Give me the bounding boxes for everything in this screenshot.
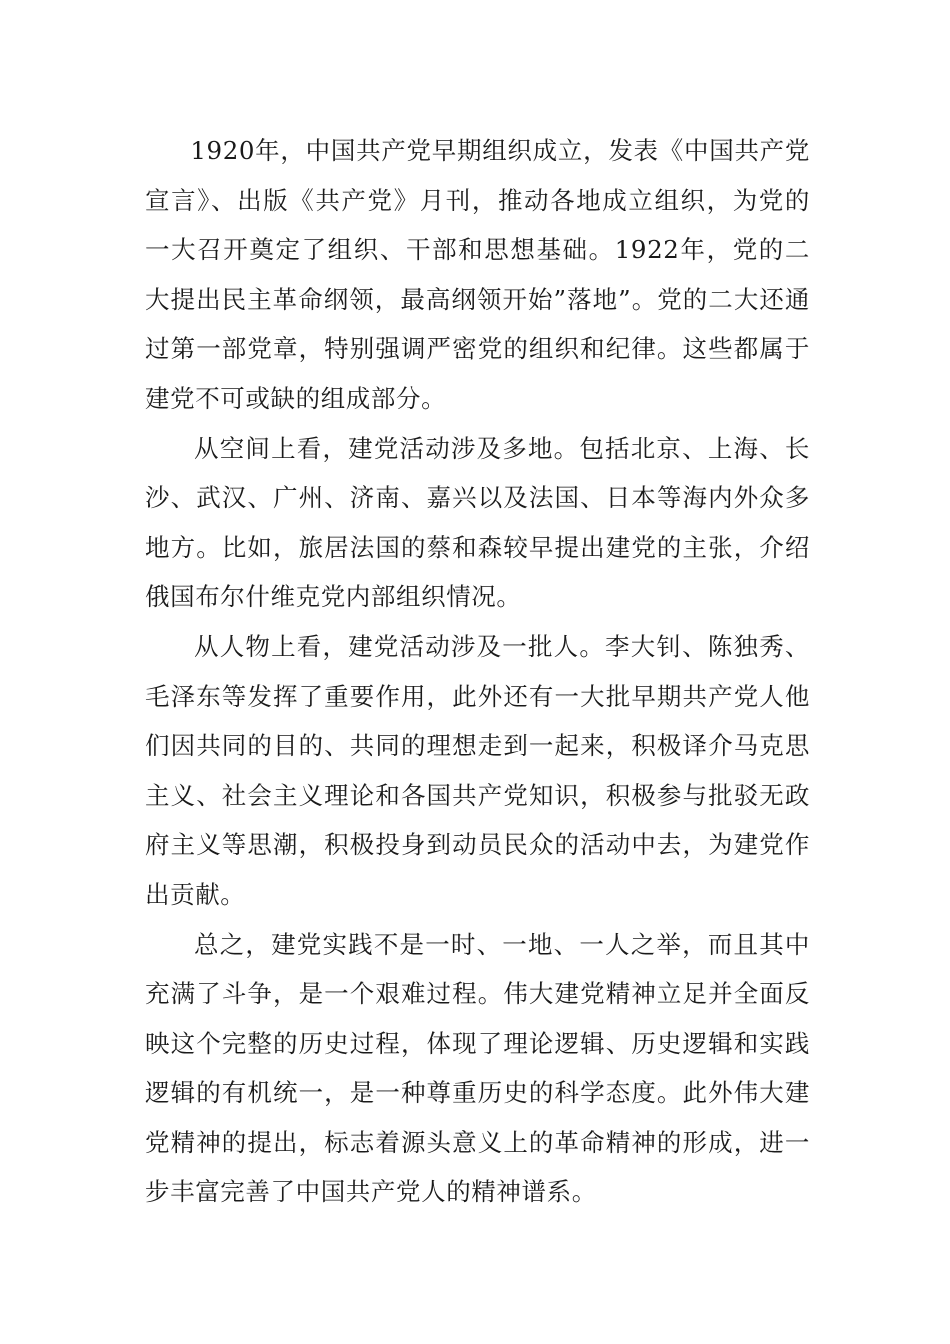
- paragraph-conclusion: 总之，建党实践不是一时、一地、一人之举，而且其中充满了斗争，是一个艰难过程。伟大建党精神立足并全面反映这个完整的历史过程，体现了理论逻辑、历史逻辑和实践逻辑的有机统一，是一种尊重历史的科学态度。此外伟大建党精神的提出，标志着源头意义上的革命精神的形成，进一步丰富完善了中国共产党人的精神谱系。: [145, 929, 810, 1207]
- paragraph-people-perspective: 从人物上看，建党活动涉及一批人。李大钊、陈独秀、毛泽东等发挥了重要作用，此外还有一大批早期共产党人他们因共同的目的、共同的理想走到一起来，积极译介马克思主义、社会主义理论和各国共产党知识，积极参与批驳无政府主义等思潮，积极投身到动员民众的活动中去，为建党作出贡献。: [145, 631, 810, 909]
- document-body: [145, 126, 810, 1217]
- paragraph-spatial-perspective: 从空间上看，建党活动涉及多地。包括北京、上海、长沙、武汉、广州、济南、嘉兴以及法国、日本等海内外众多地方。比如，旅居法国的蔡和森较早提出建党的主张，介绍俄国布尔什维克党内部组织情况。: [145, 433, 810, 612]
- paragraph-founding-organizations: 1920年，中国共产党早期组织成立，发表《中国共产党宣言》、出版《共产党》月刊，推动各地成立组织，为党的一大召开奠定了组织、干部和思想基础。1922年，党的二大提出民主革命纲领，最高纲领开始”落地”。党的二大还通过第一部党章，特别强调严密党的组织和纪律。这些都属于建党不可或缺的组成部分。: [145, 136, 810, 413]
